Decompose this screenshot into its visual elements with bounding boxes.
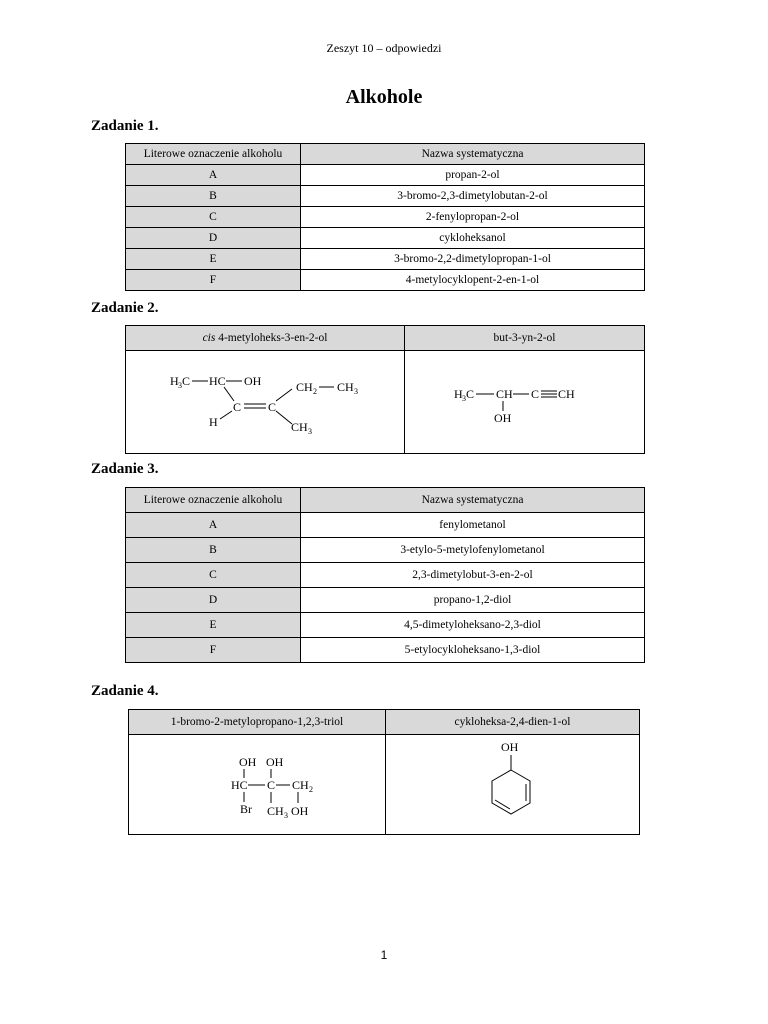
svg-text:C: C — [466, 387, 475, 401]
svg-text:HC: HC — [231, 778, 248, 792]
svg-text:OH: OH — [239, 755, 257, 769]
structure-triol — [129, 735, 386, 835]
section-heading-3: Zadanie 3. — [91, 461, 159, 477]
svg-text:CH: CH — [292, 778, 309, 792]
row-letter: D — [126, 588, 301, 613]
column-header-name: Nazwa systematyczna — [301, 488, 645, 513]
row-name: 3-bromo-2,3-dimetylobutan-2-ol — [301, 186, 645, 207]
table-row — [126, 228, 645, 249]
svg-text:CH: CH — [337, 380, 354, 394]
svg-text:H: H — [454, 387, 463, 401]
section-heading-1: Zadanie 1. — [91, 118, 159, 134]
row-letter: F — [126, 270, 301, 291]
svg-text:H: H — [209, 415, 218, 429]
svg-text:C: C — [531, 387, 540, 401]
svg-text:CH: CH — [558, 387, 575, 401]
table-row — [126, 563, 645, 588]
structure-drawing-2 — [405, 351, 644, 453]
column-header-butynol: but-3-yn-2-ol — [405, 326, 645, 351]
row-name: propan-2-ol — [301, 165, 645, 186]
table-row — [126, 538, 645, 563]
table-row — [126, 165, 645, 186]
table-zadanie-1 — [125, 143, 645, 291]
svg-text:3: 3 — [178, 381, 182, 390]
row-letter: B — [126, 186, 301, 207]
table-row — [126, 588, 645, 613]
structure-row — [126, 351, 645, 454]
table-header-row — [126, 144, 645, 165]
svg-text:OH: OH — [501, 740, 519, 754]
row-name: 2-fenylopropan-2-ol — [301, 207, 645, 228]
svg-text:HC: HC — [209, 374, 226, 388]
svg-text:2: 2 — [309, 785, 313, 794]
table-zadanie-4 — [128, 709, 640, 835]
column-header-triol: 1-bromo-2-metylopropano-1,2,3-triol — [129, 710, 386, 735]
page-title: Alkohole — [345, 86, 423, 108]
row-name: 3-etylo-5-metylofenylometanol — [301, 538, 645, 563]
section-heading-2: Zadanie 2. — [91, 300, 159, 316]
structure-drawing-3 — [129, 735, 385, 834]
svg-text:CH: CH — [267, 804, 284, 818]
page-header: Zeszyt 10 – odpowiedzi — [326, 41, 442, 55]
table-row — [126, 638, 645, 663]
row-letter: C — [126, 207, 301, 228]
structure-cyclohexadienol — [386, 735, 640, 835]
table-header-row — [129, 710, 640, 735]
row-letter: A — [126, 513, 301, 538]
column-header-letter: Literowe oznaczenie alkoholu — [126, 144, 301, 165]
row-letter: E — [126, 249, 301, 270]
row-name: 5-etylocykloheksano-1,3-diol — [301, 638, 645, 663]
row-letter: A — [126, 165, 301, 186]
section-heading-4: Zadanie 4. — [91, 683, 159, 699]
svg-text:OH: OH — [291, 804, 309, 818]
structure-but-3-yn-2-ol — [405, 351, 645, 454]
row-name: cykloheksanol — [301, 228, 645, 249]
structure-drawing-1 — [126, 351, 404, 453]
row-letter: E — [126, 613, 301, 638]
row-name: 4-metylocyklopent-2-en-1-ol — [301, 270, 645, 291]
row-name: propano-1,2-diol — [301, 588, 645, 613]
svg-text:C: C — [267, 778, 276, 792]
structure-row — [129, 735, 640, 835]
svg-text:3: 3 — [462, 394, 466, 403]
svg-text:C: C — [182, 374, 191, 388]
row-name: 3-bromo-2,2-dimetylopropan-1-ol — [301, 249, 645, 270]
column-header-dienol: cykloheksa-2,4-dien-1-ol — [386, 710, 640, 735]
cis-prefix: cis — [202, 332, 216, 344]
table-zadanie-3 — [125, 487, 645, 663]
table-row — [126, 249, 645, 270]
table-header-row — [126, 488, 645, 513]
column-header-cis-compound — [126, 326, 405, 351]
row-name: 2,3-dimetylobut-3-en-2-ol — [301, 563, 645, 588]
row-letter: D — [126, 228, 301, 249]
svg-text:Br: Br — [240, 802, 252, 816]
svg-text:2: 2 — [313, 387, 317, 396]
svg-text:OH: OH — [494, 411, 512, 425]
table-zadanie-2 — [125, 325, 645, 454]
svg-text:3: 3 — [308, 427, 312, 436]
svg-text:CH: CH — [296, 380, 313, 394]
table-row — [126, 207, 645, 228]
table-row — [126, 613, 645, 638]
row-name: 4,5-dimetyloheksano-2,3-diol — [301, 613, 645, 638]
table-header-row — [126, 326, 645, 351]
svg-text:CH: CH — [291, 420, 308, 434]
svg-text:CH: CH — [496, 387, 513, 401]
column-header-name: Nazwa systematyczna — [301, 144, 645, 165]
svg-text:H: H — [170, 374, 179, 388]
svg-text:3: 3 — [284, 811, 288, 820]
svg-text:OH: OH — [266, 755, 284, 769]
structure-cis-4-methylhex-3-en-2-ol — [126, 351, 405, 454]
table-row — [126, 513, 645, 538]
svg-text:C: C — [233, 400, 242, 414]
row-name: fenylometanol — [301, 513, 645, 538]
structure-drawing-4 — [386, 735, 639, 834]
row-letter: C — [126, 563, 301, 588]
cis-compound-name: 4-metyloheks-3-en-2-ol — [215, 332, 328, 344]
page-number: 1 — [380, 948, 388, 962]
svg-text:C: C — [268, 400, 277, 414]
row-letter: B — [126, 538, 301, 563]
svg-text:OH: OH — [244, 374, 262, 388]
row-letter: F — [126, 638, 301, 663]
column-header-letter: Literowe oznaczenie alkoholu — [126, 488, 301, 513]
svg-text:3: 3 — [354, 387, 358, 396]
table-row — [126, 270, 645, 291]
table-row — [126, 186, 645, 207]
